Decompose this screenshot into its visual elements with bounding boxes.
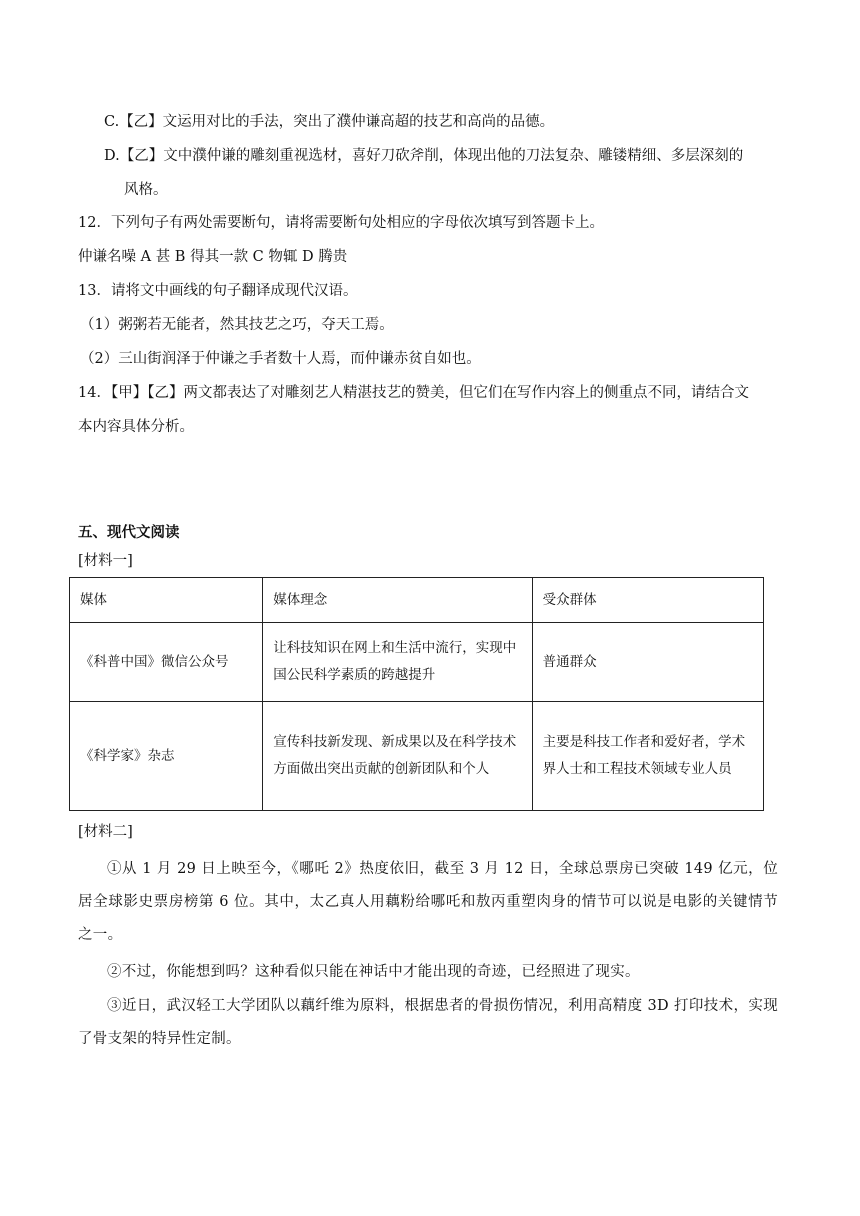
table-header-row xyxy=(70,578,764,623)
material-2-paragraph-2: ②不过，你能想到吗？这种看似只能在神话中才能出现的奇迹，已经照进了现实。 xyxy=(107,964,640,980)
question-12-prompt: 12．下列句子有两处需要断句，请将需要断句处相应的字母依次填写到答题卡上。 xyxy=(78,215,604,231)
table-row xyxy=(70,702,764,811)
media-table xyxy=(69,577,764,811)
material-2-paragraph-1: ①从 1 月 29 日上映至今，《哪吒 2》热度依旧，截至 3 月 12 日，全球总票房已突破 149 亿元，位居全球影史票房榜第 6 位。其中，太乙真人用藕粉给哪吒和敖丙重塑肉身的情节可以说是电影的关键情节之一。 xyxy=(78,861,778,943)
option-d-line1: D.【乙】文中濮仲谦的雕刻重视选材，喜好刀砍斧削，体现出他的刀法复杂、雕镂精细、多层深刻的 xyxy=(104,148,744,164)
option-c: C.【乙】文运用对比的手法，突出了濮仲谦高超的技艺和高尚的品德。 xyxy=(104,114,555,130)
material-1-label: [材料一] xyxy=(78,553,133,569)
question-14-line2: 本内容具体分析。 xyxy=(78,419,194,435)
table-header-cell: 媒体 xyxy=(70,578,263,623)
table-header-cell: 受众群体 xyxy=(532,578,763,623)
table-cell-audience: 主要是科技工作者和爱好者，学术界人士和工程技术领域专业人员 xyxy=(532,702,763,811)
table-cell-media: 《科学家》杂志 xyxy=(70,702,263,811)
material-2-paragraph-3: ③近日，武汉轻工大学团队以藕纤维为原料，根据患者的骨损伤情况，利用高精度 3D 打印技术，实现了骨支架的特异性定制。 xyxy=(78,998,778,1047)
table-cell-idea: 宣传科技新发现、新成果以及在科学技术方面做出突出贡献的创新团队和个人 xyxy=(263,702,532,811)
section-5-title: 五、现代文阅读 xyxy=(78,524,180,541)
material-2-label: [材料二] xyxy=(78,824,133,840)
table-header-cell: 媒体理念 xyxy=(263,578,532,623)
question-13-sentence-2: （2）三山街润泽于仲谦之手者数十人焉，而仲谦赤贫自如也。 xyxy=(80,351,481,367)
table-cell-media: 《科普中国》微信公众号 xyxy=(70,623,263,702)
question-12-sentence: 仲谦名噪 A 甚 B 得其一款 C 物辄 D 腾贵 xyxy=(78,249,348,265)
table-cell-audience: 普通群众 xyxy=(532,623,763,702)
question-13-prompt: 13．请将文中画线的句子翻译成现代汉语。 xyxy=(78,283,358,299)
question-14-line1: 14．【甲】【乙】两文都表达了对雕刻艺人精湛技艺的赞美，但它们在写作内容上的侧重点不同，请结合文 xyxy=(78,385,749,401)
option-d-line2: 风格。 xyxy=(124,182,168,198)
table-cell-idea: 让科技知识在网上和生活中流行，实现中国公民科学素质的跨越提升 xyxy=(263,623,532,702)
table-row xyxy=(70,623,764,702)
question-13-sentence-1: （1）粥粥若无能者，然其技艺之巧，夺天工焉。 xyxy=(80,317,394,333)
